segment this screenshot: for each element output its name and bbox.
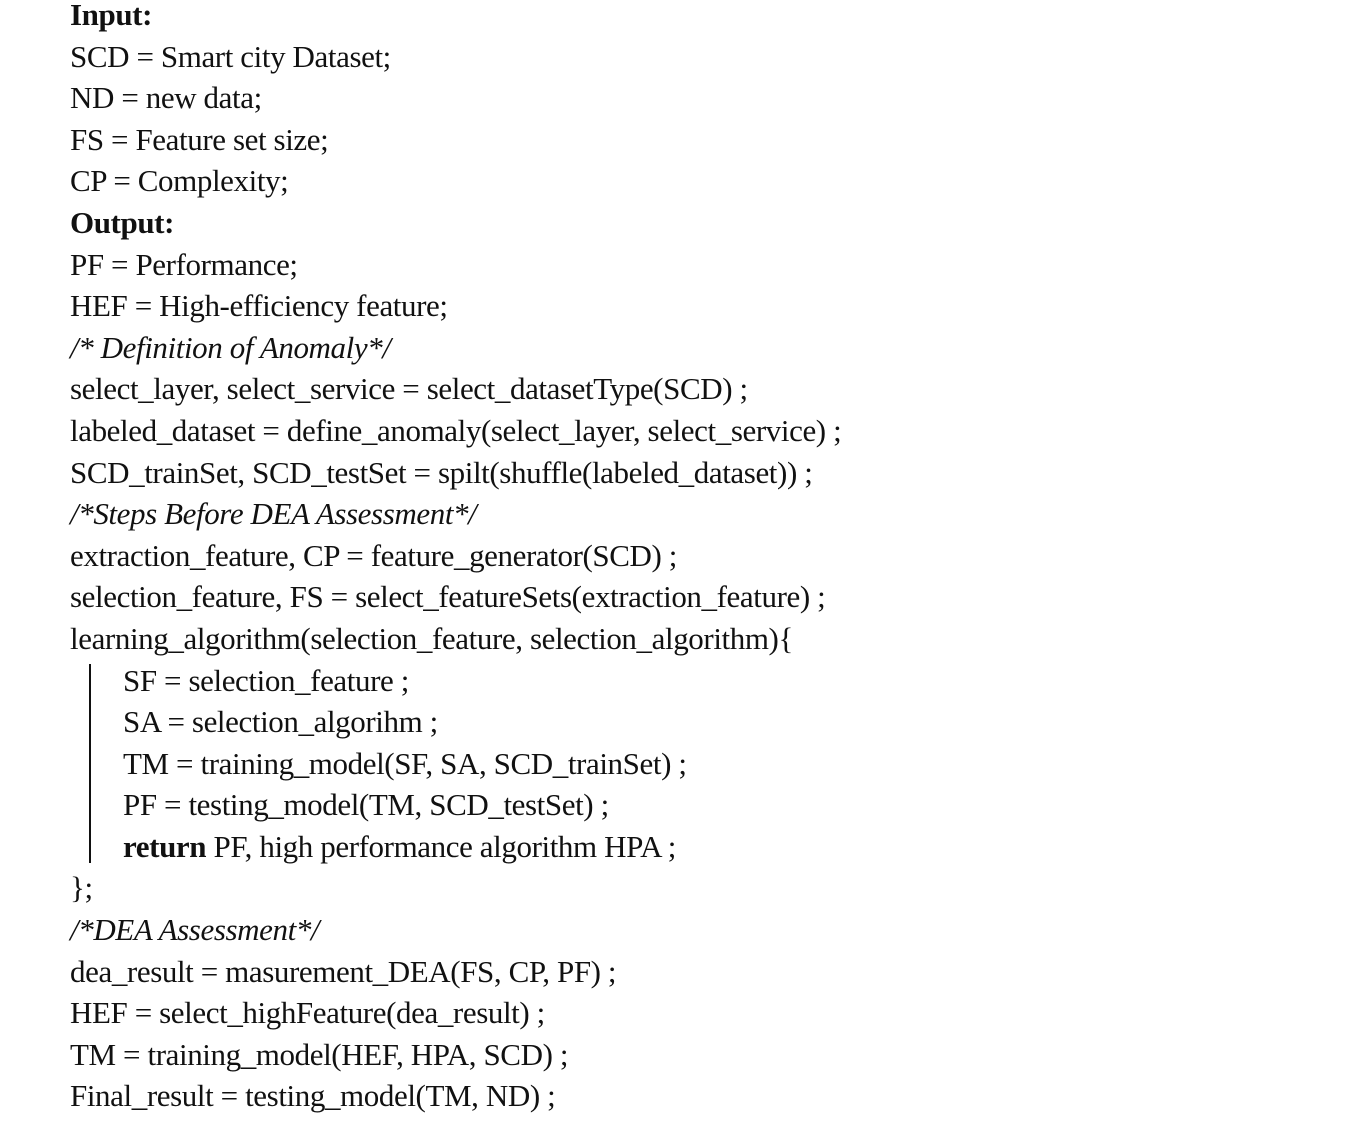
body-tm: TM = training_model(SF, SA, SCD_trainSet) ; [123,745,687,781]
step-select-high-feature: HEF = select_highFeature(dea_result) ; [70,995,545,1031]
step-split: SCD_trainSet, SCD_testSet = spilt(shuffle(labeled_dataset)) ; [70,454,813,490]
output-heading: Output: [70,204,175,240]
output-pf: PF = Performance; [70,246,298,282]
input-nd: ND = new data; [70,80,262,116]
step-final-result: Final_result = testing_model(TM, ND) ; [70,1078,556,1114]
input-cp: CP = Complexity; [70,163,289,199]
return-keyword: return [123,828,207,864]
step-select-feature-sets: selection_feature, FS = select_featureSets(extraction_feature) ; [70,579,826,615]
step-select-dataset: select_layer, select_service = select_datasetType(SCD) ; [70,371,748,407]
algorithm-listing [70,0,841,1117]
block-bar [89,664,91,864]
step-feature-generator: extraction_feature, CP = feature_generator(SCD) ; [70,537,678,573]
return-values: PF, high performance algorithm HPA ; [206,828,676,864]
step-dea-measurement: dea_result = masurement_DEA(FS, CP, PF) ; [70,953,617,989]
step-define-anomaly: labeled_dataset = define_anomaly(select_layer, select_service) ; [70,412,842,448]
step-training-model: TM = training_model(HEF, HPA, SCD) ; [70,1036,569,1072]
input-heading: Input: [70,0,153,32]
body-sa: SA = selection_algorihm ; [123,704,438,740]
body-return [123,826,841,868]
output-hef: HEF = High-efficiency feature; [70,288,448,324]
body-sf: SF = selection_feature ; [123,662,409,698]
input-scd: SCD = Smart city Dataset; [70,38,391,74]
function-close: }; [70,870,93,906]
input-fs: FS = Feature set size; [70,121,329,157]
step-learning-algorithm: learning_algorithm(selection_feature, selection_algorithm){ [70,620,793,656]
comment-dea: /*DEA Assessment*/ [70,912,320,948]
comment-before-dea: /*Steps Before DEA Assessment*/ [70,496,477,532]
function-body [70,660,841,868]
body-pf: PF = testing_model(TM, SCD_testSet) ; [123,787,609,823]
comment-anomaly: /* Definition of Anomaly*/ [70,329,391,365]
